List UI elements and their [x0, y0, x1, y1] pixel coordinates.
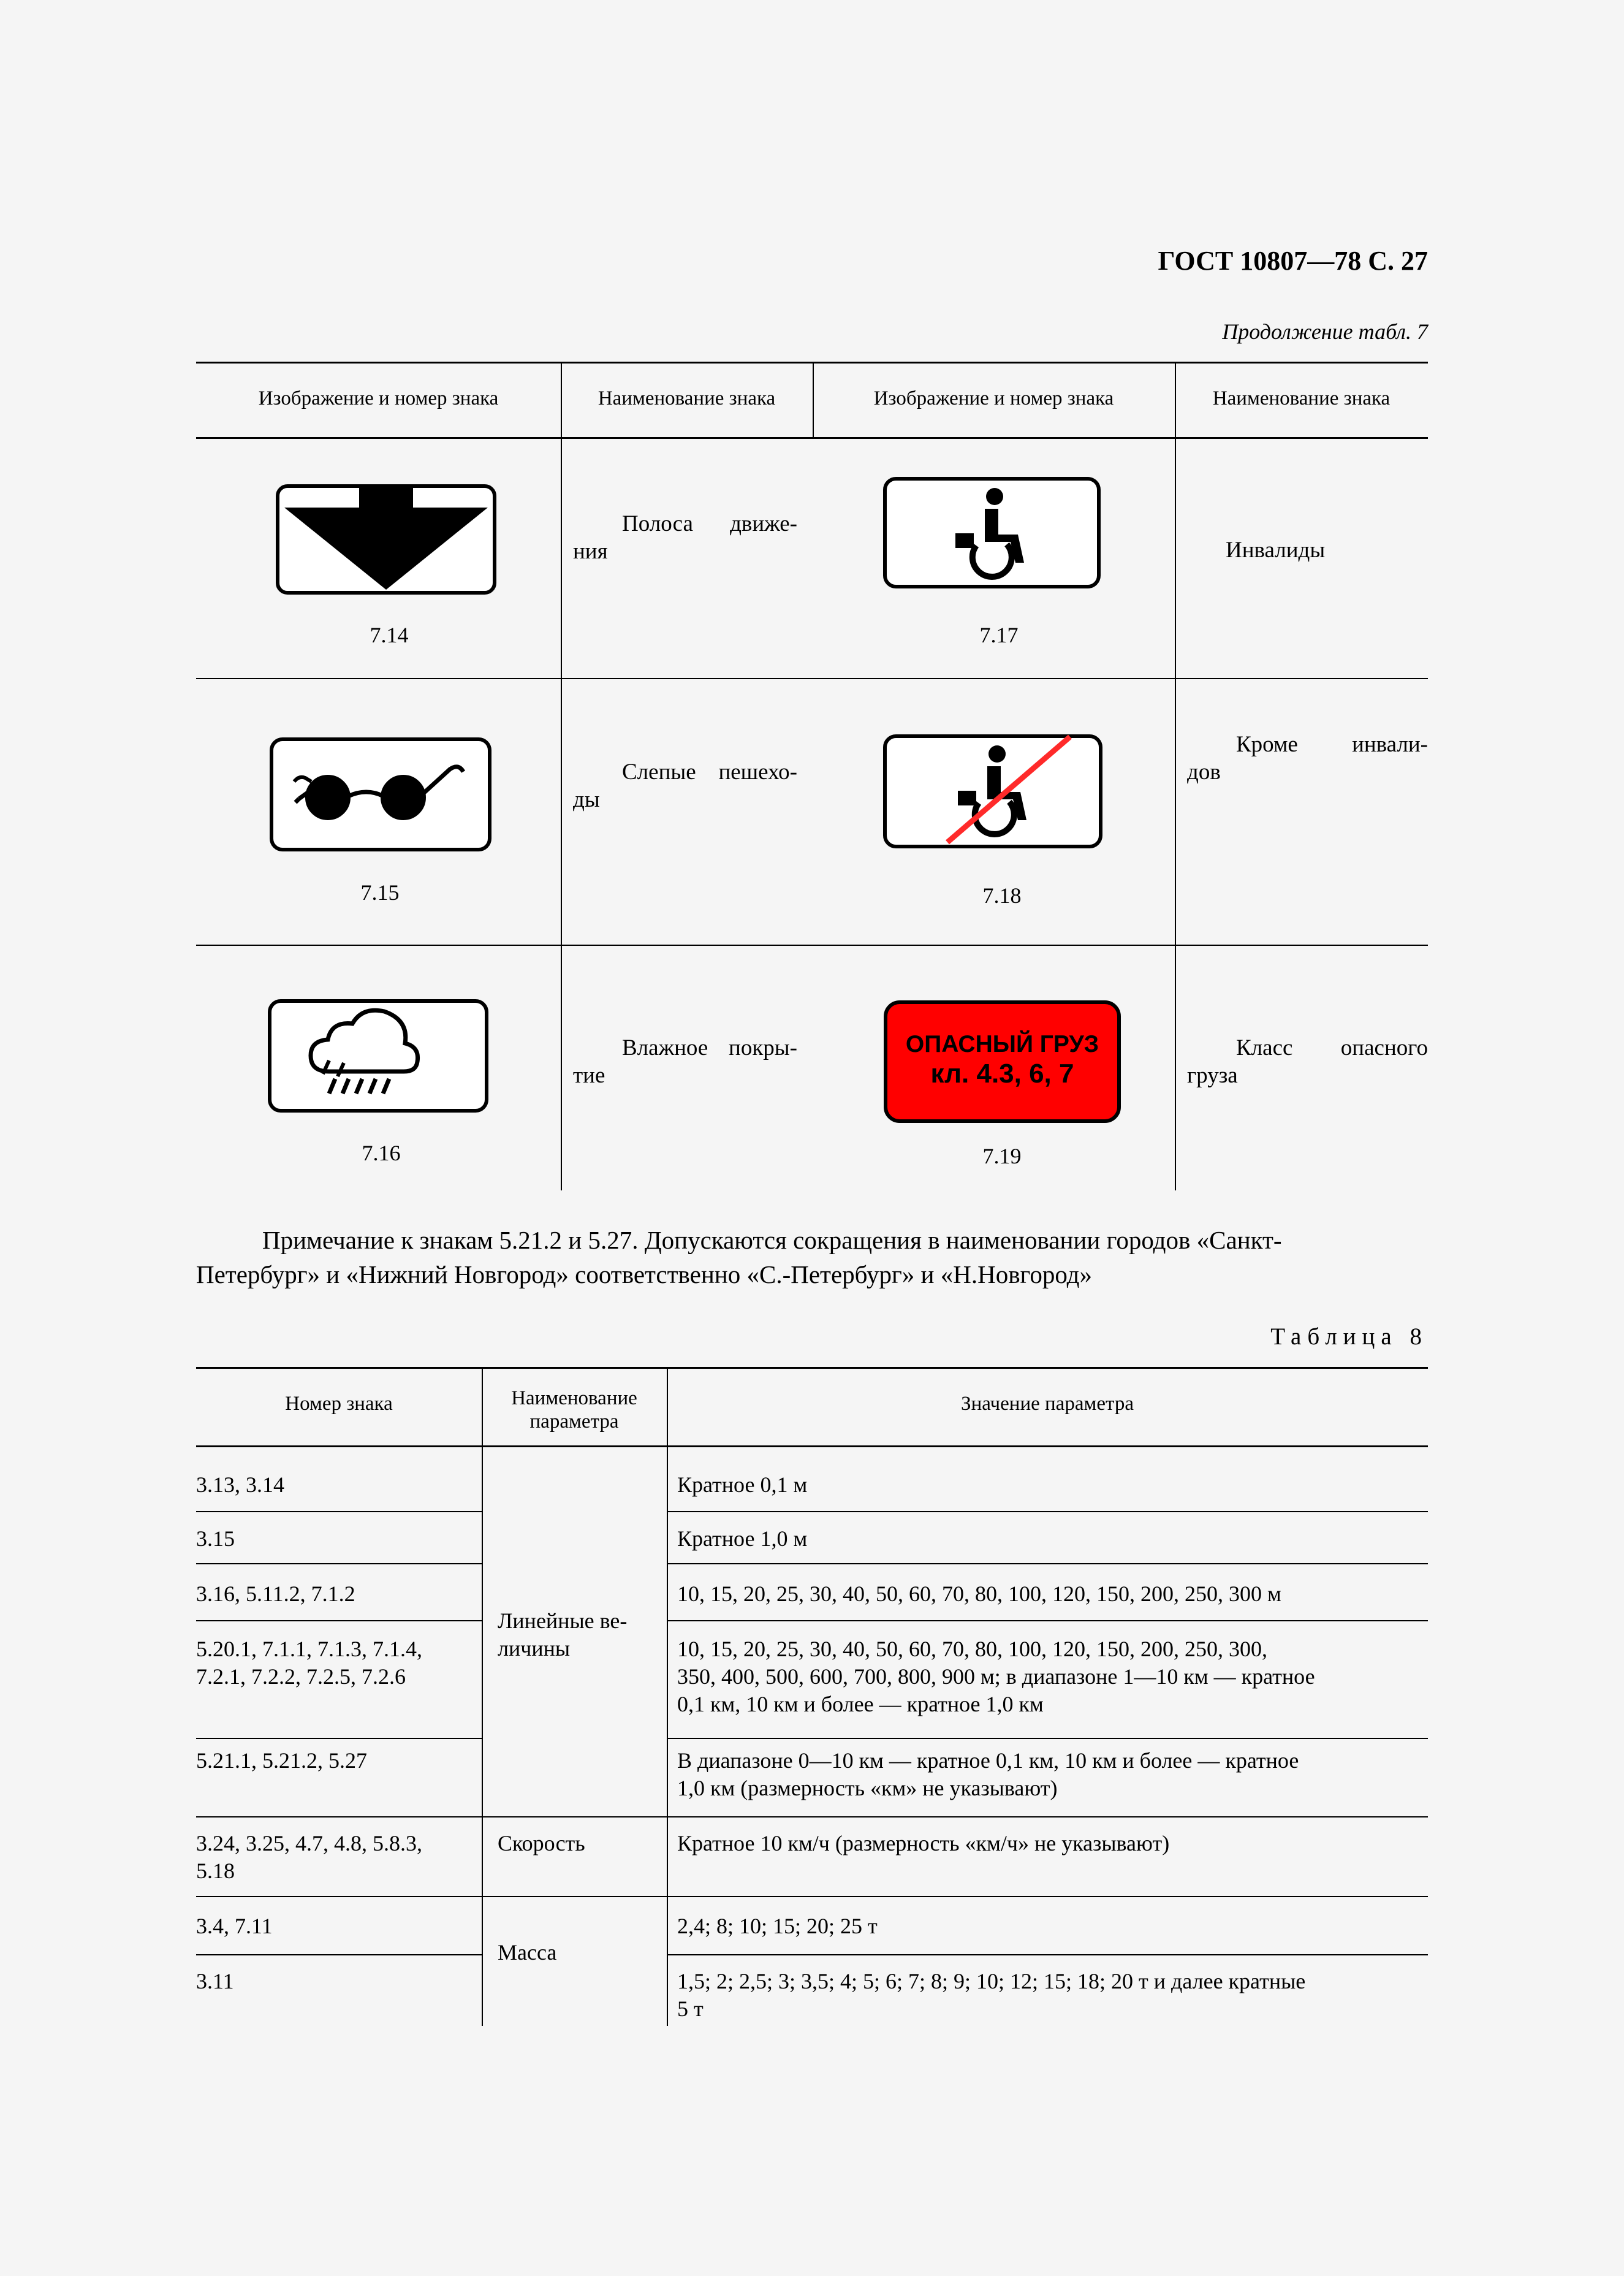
- table8-caption: Таблица 8: [1270, 1323, 1428, 1350]
- sign-name-7-16: Влажное покры- тие: [573, 1035, 797, 1088]
- sign-name-7-14: Полоса движе- ния: [573, 511, 797, 564]
- sign-number-7-14: 7.14: [370, 623, 409, 647]
- table8-header-param: Наименование параметра: [511, 1387, 637, 1433]
- value-cell: 10, 15, 20, 25, 30, 40, 50, 60, 70, 80, 100, 120, 150, 200, 250, 300 м: [677, 1581, 1281, 1606]
- table8-header-sign: Номер знака: [285, 1393, 393, 1415]
- sign-number-7-15: 7.15: [360, 880, 400, 905]
- value-cell: Кратное 1,0 м: [677, 1526, 808, 1551]
- table7-header-name-2: Наименование знака: [1212, 387, 1391, 409]
- sign-number-7-19: 7.19: [982, 1144, 1022, 1168]
- sign-name-7-19: Класс опасного груза: [1187, 1035, 1428, 1088]
- value-cell: В диапазоне 0—10 км — кратное 0,1 км, 10 км и более — кратное 1,0 км (размерность «км» не указывают): [677, 1748, 1299, 1800]
- dangerous-cargo-icon: [884, 1000, 1121, 1123]
- table7-header-name: Наименование знака: [598, 387, 776, 409]
- sign-name-7-15: Слепые пешехо- ды: [573, 759, 797, 812]
- page-header: ГОСТ 10807—78 С. 27: [1158, 246, 1428, 276]
- note: Примечание к знакам 5.21.2 и 5.27. Допускаются сокращения в наименовании городов «Санкт- Петербург» и «Нижний Новгород» соответственно «С.-Петербург» и «Н.Новгород»: [196, 1226, 1282, 1288]
- table-row: 5.21.1, 5.21.2, 5.27: [196, 1748, 367, 1773]
- table7-header-image: Изображение и номер знака: [258, 387, 499, 409]
- param-linear: Линейные ве- личины: [498, 1608, 628, 1661]
- dangerous-cargo-text-1: ОПАСНЫЙ ГРУЗ: [905, 1031, 1099, 1057]
- glasses-icon: [270, 737, 491, 851]
- rain-cloud-icon: [268, 999, 488, 1113]
- table8-header-value: Значение параметра: [961, 1393, 1134, 1415]
- table-row: 3.11: [196, 1969, 234, 1993]
- value-cell: 1,5; 2; 2,5; 3; 3,5; 4; 5; 6; 7; 8; 9; 10; 12; 15; 18; 20 т и далее кратные 5 т: [677, 1969, 1306, 2021]
- table-row: 3.15: [196, 1526, 235, 1551]
- arrow-down-icon: [276, 484, 496, 595]
- sign-name-7-18: Кроме инвали- дов: [1187, 732, 1428, 785]
- table7-header-image-2: Изображение и номер знака: [873, 387, 1114, 409]
- table-row: 3.4, 7.11: [196, 1914, 273, 1938]
- dangerous-cargo-text-2: кл. 4.3, 6, 7: [930, 1059, 1074, 1089]
- value-cell: Кратное 10 км/ч (размерность «км/ч» не указывают): [677, 1831, 1170, 1855]
- table-row: 5.20.1, 7.1.1, 7.1.3, 7.1.4, 7.2.1, 7.2.2, 7.2.5, 7.2.6: [196, 1637, 422, 1689]
- wheelchair-icon: [883, 477, 1101, 588]
- param-mass: Масса: [498, 1940, 557, 1965]
- sign-number-7-18: 7.18: [982, 883, 1022, 908]
- sign-name-7-17: Инвалиды: [1226, 538, 1326, 563]
- table-continuation-label: Продолжение табл. 7: [1222, 319, 1428, 344]
- value-cell: 10, 15, 20, 25, 30, 40, 50, 60, 70, 80, 100, 120, 150, 200, 250, 300, 350, 400, 500, 600, 700, 800, 900 м; в диапазоне 1—10 км — кратное 0,1 км, 10 км и более — кратное 1,0 км: [677, 1637, 1315, 1716]
- param-speed: Скорость: [498, 1831, 585, 1855]
- value-cell: Кратное 0,1 м: [677, 1472, 808, 1497]
- sign-number-7-16: 7.16: [362, 1141, 401, 1165]
- table-row: 3.16, 5.11.2, 7.1.2: [196, 1581, 355, 1606]
- table-row: 3.13, 3.14: [196, 1472, 284, 1497]
- wheelchair-crossed-icon: [883, 734, 1102, 848]
- table-row: 3.24, 3.25, 4.7, 4.8, 5.8.3, 5.18: [196, 1831, 422, 1883]
- value-cell: 2,4; 8; 10; 15; 20; 25 т: [677, 1914, 878, 1938]
- sign-number-7-17: 7.17: [979, 623, 1019, 647]
